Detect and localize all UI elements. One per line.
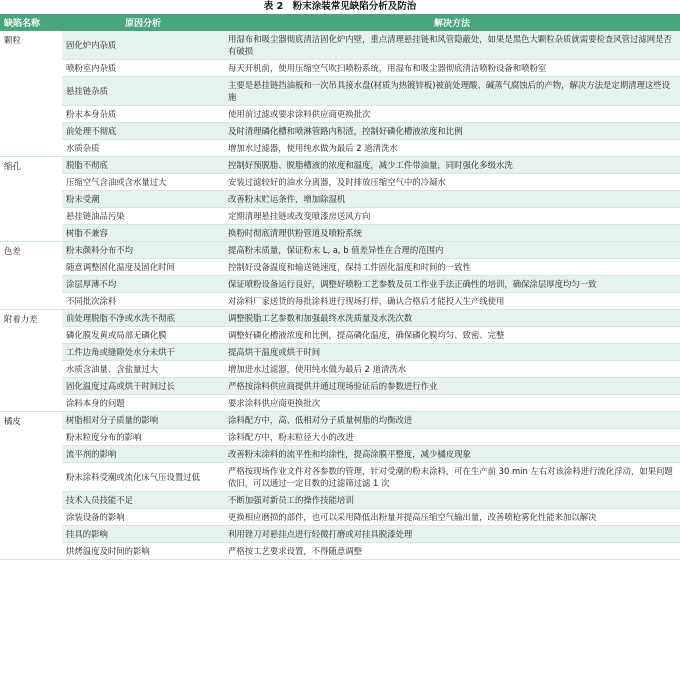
table-row [0, 123, 680, 140]
solution-cell: 涂料配方中，粉末粒径大小的改进 [224, 429, 680, 446]
table-row [0, 446, 680, 463]
cause-cell: 涂料本身的问题 [62, 395, 224, 412]
table-row [0, 526, 680, 543]
cause-cell: 水质含油量、含盐量过大 [62, 361, 224, 378]
cause-cell: 粉末受潮 [62, 191, 224, 208]
cause-cell: 树脂相对分子质量的影响 [62, 412, 224, 429]
cause-cell: 涂层厚薄不均 [62, 276, 224, 293]
solution-cell: 增加进水过滤器，使用纯水做为最后 2 道清洗水 [224, 361, 680, 378]
defect-category: 颗粒 [0, 31, 62, 157]
table-row [0, 344, 680, 361]
cause-cell: 烘烤温度及时间的影响 [62, 543, 224, 560]
table-row [0, 310, 680, 327]
solution-cell: 控制好设备温度和输送链速度，保持工件固化温度和时间的一致性 [224, 259, 680, 276]
cause-cell: 粉末粒度分布的影响 [62, 429, 224, 446]
table-row [0, 60, 680, 77]
solution-cell: 使用前过滤或要求涂料供应商更换批次 [224, 106, 680, 123]
solution-cell: 涂料配方中，高、低相对分子质量树脂的均衡改进 [224, 412, 680, 429]
cause-cell: 脱脂不彻底 [62, 157, 224, 174]
solution-cell: 改善粉末贮运条件，增加除湿机 [224, 191, 680, 208]
solution-cell: 调整好磷化槽液浓度和比例，提高磷化温度，确保磷化膜均匀、致密、完整 [224, 327, 680, 344]
cause-cell: 悬挂链杂质 [62, 77, 224, 106]
cause-cell: 随意调整固化温度及固化时间 [62, 259, 224, 276]
cause-cell: 工件边角或缝隙处水分未烘干 [62, 344, 224, 361]
table-row [0, 31, 680, 60]
solution-cell: 及时清理磷化槽和喷淋管路内积渣，控制好磷化槽液浓度和比例 [224, 123, 680, 140]
cause-cell: 粉末涂料受潮或流化床气压设置过低 [62, 463, 224, 492]
solution-cell: 换粉时彻底清理供粉管道及喷粉系统 [224, 225, 680, 242]
solution-cell: 安装过滤较好的油水分离器，及时排放压缩空气中的冷凝水 [224, 174, 680, 191]
solution-cell: 用湿布和吸尘器彻底清洁固化炉内壁，重点清理悬挂链和风管隐蔽处，如果是黑色大颗粒杂质就需要检查风管过滤网是否有破损 [224, 31, 680, 60]
defect-category: 橘皮 [0, 412, 62, 560]
solution-cell: 保证喷粉设备运行良好，调整好喷粉工艺参数及员工作业手法正确性的培训，确保涂层厚度均匀一致 [224, 276, 680, 293]
solution-cell: 利用锉刀对悬挂点进行轻微打磨或对挂具脱漆处理 [224, 526, 680, 543]
table-row [0, 293, 680, 310]
table-row [0, 412, 680, 429]
cause-cell: 粉末本身杂质 [62, 106, 224, 123]
table-caption: 表 2 粉末涂装常见缺陷分析及防治 [263, 1, 417, 12]
defect-category: 缩孔 [0, 157, 62, 242]
cause-cell: 挂具的影响 [62, 526, 224, 543]
solution-cell: 更换相应磨损的部件，也可以采用降低出粉量并提高压缩空气输出量，改善喷枪雾化性能来加以解决 [224, 509, 680, 526]
solution-cell: 严格按涂料供应商提供并通过现场验证后的参数进行作业 [224, 378, 680, 395]
table-header-row [0, 14, 680, 31]
table-row [0, 140, 680, 157]
table-row [0, 225, 680, 242]
cause-cell: 压缩空气含油或含水量过大 [62, 174, 224, 191]
header-defect-name: 缺陷名称 [0, 14, 62, 31]
cause-cell: 悬挂链油品污染 [62, 208, 224, 225]
cause-cell: 水质杂质 [62, 140, 224, 157]
table-row [0, 492, 680, 509]
table-row [0, 106, 680, 123]
defect-table [0, 14, 680, 560]
defect-category: 色差 [0, 242, 62, 310]
solution-cell: 调整脱脂工艺参数和加强最终水洗质量及水洗次数 [224, 310, 680, 327]
cause-cell: 树脂不兼容 [62, 225, 224, 242]
solution-cell: 要求涂料供应商更换批次 [224, 395, 680, 412]
cause-cell: 技术人员技能不足 [62, 492, 224, 509]
table-row [0, 242, 680, 259]
solution-cell: 对涂料厂家送货的每批涂料进行现场打样，确认合格后才能投入生产线使用 [224, 293, 680, 310]
table-row [0, 77, 680, 106]
cause-cell: 粉末颜料分布不均 [62, 242, 224, 259]
solution-cell: 严格按工艺要求设置，不得随意调整 [224, 543, 680, 560]
table-row [0, 191, 680, 208]
table-row [0, 463, 680, 492]
solution-cell: 提高烘干温度或烘干时间 [224, 344, 680, 361]
table-row [0, 378, 680, 395]
cause-cell: 涂装设备的影响 [62, 509, 224, 526]
cause-cell: 磷化膜发黄或局部无磷化膜 [62, 327, 224, 344]
table-row [0, 543, 680, 560]
cause-cell: 前处理脱脂不净或水洗不彻底 [62, 310, 224, 327]
table-row [0, 361, 680, 378]
table-row [0, 509, 680, 526]
solution-cell: 提高粉末质量，保证粉末 L, a, b 值差异性在合理的范围内 [224, 242, 680, 259]
table-row [0, 429, 680, 446]
solution-cell: 增加水过滤器，使用纯水做为最后 2 道清洗水 [224, 140, 680, 157]
table-row [0, 276, 680, 293]
defect-category: 附着力差 [0, 310, 62, 412]
cause-cell: 前处理不彻底 [62, 123, 224, 140]
solution-cell: 定期清理悬挂链或改变喷漆房送风方向 [224, 208, 680, 225]
table-row [0, 327, 680, 344]
table-body [0, 31, 680, 560]
table-row [0, 157, 680, 174]
table-row [0, 259, 680, 276]
table-row [0, 395, 680, 412]
solution-cell: 每天开机前，使用压缩空气吹扫喷粉系统，用湿布和吸尘器彻底清洁喷粉设备和喷粉室 [224, 60, 680, 77]
cause-cell: 喷粉室内杂质 [62, 60, 224, 77]
cause-cell: 固化炉内杂质 [62, 31, 224, 60]
header-solution: 解决方法 [224, 14, 680, 31]
cause-cell: 流平剂的影响 [62, 446, 224, 463]
solution-cell: 控制好预脱脂、脱脂槽液的浓度和温度，减少工件带油量，同时强化多级水洗 [224, 157, 680, 174]
solution-cell: 主要是悬挂链挡油板和一次吊具接水盘(材质为热镀锌板)被前处理酸、碱蒸气腐蚀后的产物，解决方法是定期清理这些设施 [224, 77, 680, 106]
cause-cell: 不同批次涂料 [62, 293, 224, 310]
table-row [0, 208, 680, 225]
cause-cell: 固化温度过高或烘干时间过长 [62, 378, 224, 395]
solution-cell: 不断加强对新员工的操作技能培训 [224, 492, 680, 509]
solution-cell: 严格按现场作业文件对各参数的管理，针对受潮的粉末涂料，可在生产前 30 min 左右对该涂料进行流化浮动，如果问题依旧，可以通过一定目数的过滤筛过滤 1 次 [224, 463, 680, 492]
table-row [0, 174, 680, 191]
solution-cell: 改善粉末涂料的流平性和均涂性，提高涂膜平整度，减少橘皮现象 [224, 446, 680, 463]
header-cause: 原因分析 [62, 14, 224, 31]
